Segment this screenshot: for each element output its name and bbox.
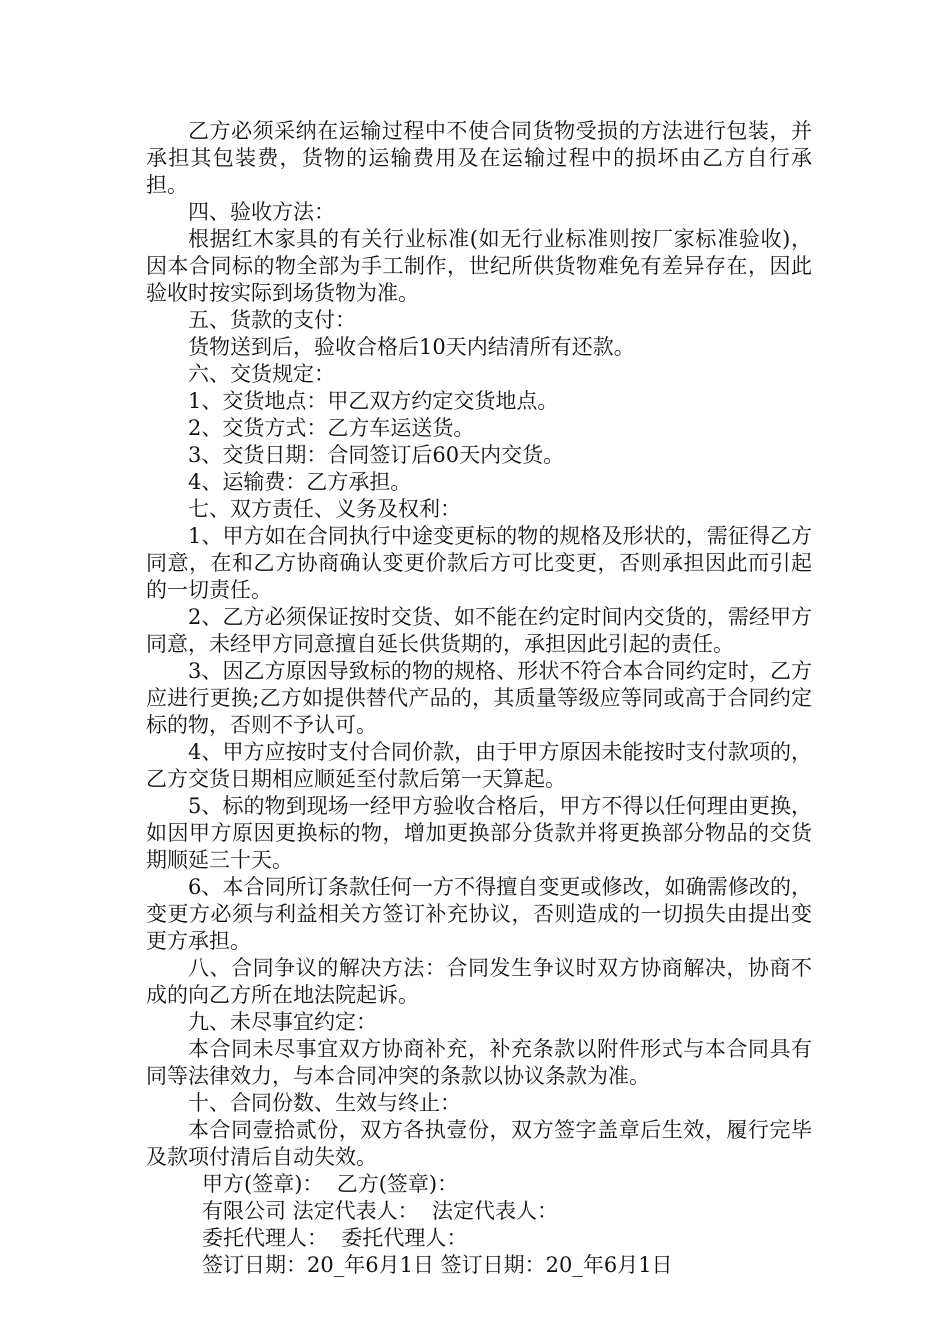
responsibility-clause-6: 6、本合同所订条款任何一方不得擅自变更或修改，如确需修改的，变更方必须与利益相关方签订补充协议，否则造成的一切损失由提出变更方承担。 (146, 875, 812, 953)
paragraph-dispute-resolution: 八、合同争议的解决方法：合同发生争议时双方协商解决，协商不成的向乙方所在地法院起诉。 (146, 956, 812, 1007)
paragraph-outstanding-matters: 本合同未尽事宜双方协商补充，补充条款以附件形式与本合同具有同等法律效力，与本合同冲突的条款以协议条款为准。 (146, 1037, 812, 1088)
signature-line-agents: 委托代理人： 委托代理人： (202, 1226, 468, 1250)
delivery-item-freight: 4、运输费：乙方承担。 (188, 470, 412, 494)
heading-inspection-method: 四、验收方法： (188, 200, 335, 224)
paragraph-inspection-method: 根据红木家具的有关行业标准(如无行业标准则按厂家标准验收)，因本合同标的物全部为手工制作，世纪所供货物难免有差异存在，因此验收时按实际到场货物为准。 (146, 227, 812, 305)
heading-outstanding-matters: 九、未尽事宜约定： (188, 1010, 377, 1034)
paragraph-payment: 货物送到后，验收合格后10天内结清所有还款。 (188, 335, 635, 359)
signature-line-dates: 签订日期：20_年6月1日 签订日期：20_年6月1日 (202, 1253, 673, 1277)
responsibility-clause-5: 5、标的物到现场一经甲方验收合格后，甲方不得以任何理由更换，如因甲方原因更换标的物，增加更换部分货款并将更换部分物品的交货期顺延三十天。 (146, 794, 812, 872)
delivery-item-method: 2、交货方式：乙方车运送货。 (188, 416, 475, 440)
paragraph-packaging: 乙方必须采纳在运输过程中不使合同货物受损的方法进行包装，并承担其包装费，货物的运输费用及在运输过程中的损坏由乙方自行承担。 (146, 119, 812, 197)
signature-line-parties: 甲方(签章)： 乙方(签章)： (202, 1172, 459, 1196)
heading-copies-validity: 十、合同份数、生效与终止： (188, 1091, 461, 1115)
responsibility-clause-2: 2、乙方必须保证按时交货、如不能在约定时间内交货的，需经甲方同意，未经甲方同意擅自延长供货期的，承担因此引起的责任。 (146, 605, 812, 656)
heading-responsibilities: 七、双方责任、义务及权利： (188, 497, 461, 521)
responsibility-clause-1: 1、甲方如在合同执行中途变更标的物的规格及形状的，需征得乙方同意，在和乙方协商确认变更价款后方可比变更，否则承担因此而引起的一切责任。 (146, 524, 812, 602)
delivery-item-date: 3、交货日期：合同签订后60天内交货。 (188, 443, 565, 467)
delivery-item-location: 1、交货地点：甲乙双方约定交货地点。 (188, 389, 559, 413)
signature-line-representatives: 有限公司 法定代表人： 法定代表人： (202, 1199, 559, 1223)
paragraph-copies-validity: 本合同壹拾贰份，双方各执壹份，双方签字盖章后生效，履行完毕及款项付清后自动失效。 (146, 1118, 812, 1169)
responsibility-clause-4: 4、甲方应按时支付合同价款，由于甲方原因未能按时支付款项的，乙方交货日期相应顺延至付款后第一天算起。 (146, 740, 812, 791)
heading-payment: 五、货款的支付： (188, 308, 356, 332)
responsibility-clause-3: 3、因乙方原因导致标的物的规格、形状不符合本合同约定时，乙方应进行更换;乙方如提供替代产品的，其质量等级应等同或高于合同约定标的物，否则不予认可。 (146, 659, 812, 737)
heading-delivery: 六、交货规定： (188, 362, 335, 386)
contract-page (146, 118, 812, 1279)
